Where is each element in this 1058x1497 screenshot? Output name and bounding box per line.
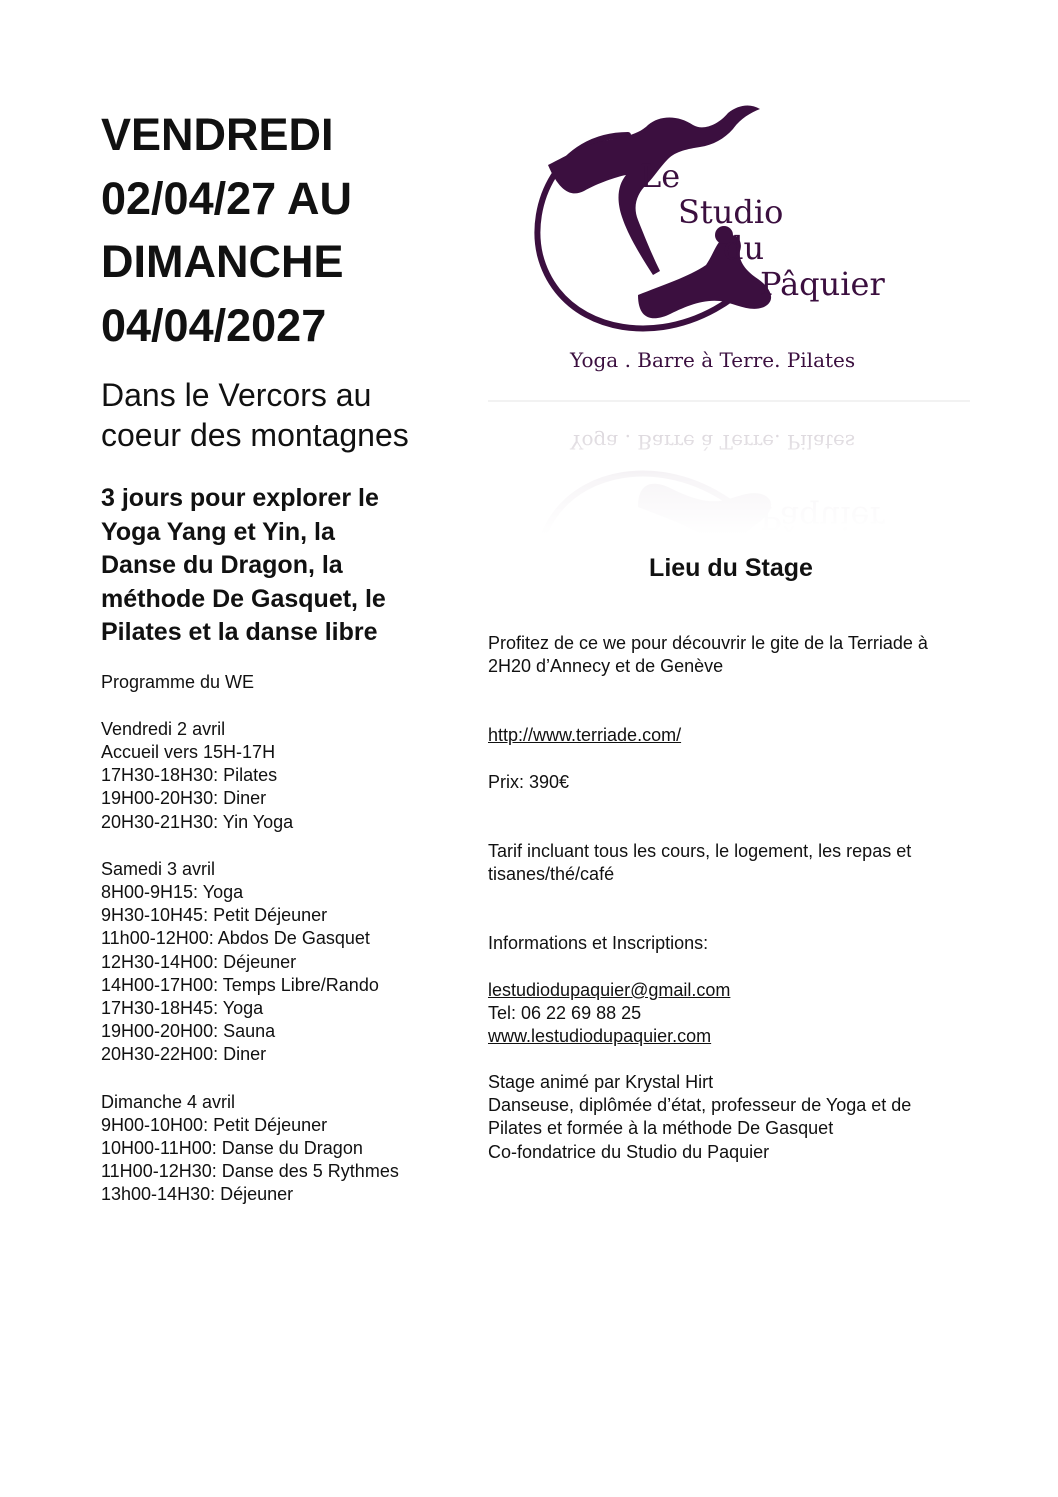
venue-heading: Lieu du Stage: [649, 554, 813, 582]
price: Prix: 390€: [488, 772, 570, 792]
tagline-line: méthode De Gasquet, le: [101, 584, 386, 613]
contact-heading: Informations et Inscriptions:: [488, 933, 709, 953]
day-name: Samedi 3 avril: [101, 858, 216, 879]
bio-line: Co-fondatrice du Studio du Paquier: [488, 1141, 770, 1162]
contact-email-link[interactable]: lestudiodupaquier@gmail.com: [488, 980, 731, 1000]
program-day-saturday: [101, 858, 481, 1067]
event-tagline: [101, 482, 481, 650]
studio-logo-graphic: [488, 95, 988, 535]
venue-intro: [488, 632, 988, 678]
logo-text-le: Le: [640, 157, 681, 195]
event-dates-title: [101, 103, 481, 357]
schedule-item: 14H00-17H00: Temps Libre/Rando: [101, 974, 379, 995]
schedule-item: 17H30-18H45: Yoga: [101, 997, 264, 1018]
tariff-line: Tarif incluant tous les cours, le logement, les repas et: [488, 841, 912, 861]
contact-details: [488, 979, 988, 1049]
bio-line: Pilates et formée à la méthode De Gasquet: [488, 1118, 834, 1139]
schedule-item: 19H00-20H00: Sauna: [101, 1021, 276, 1042]
venue-intro-line: Profitez de ce we pour découvrir le gite de la Terriade à: [488, 633, 928, 653]
location-subtitle: [101, 375, 481, 455]
schedule-item: 10H00-11H00: Danse du Dragon: [101, 1137, 363, 1158]
bio-line: Stage animé par Krystal Hirt: [488, 1072, 714, 1092]
schedule-item: 20H30-22H00: Diner: [101, 1044, 267, 1065]
schedule-item: 9H30-10H45: Petit Déjeuner: [101, 905, 328, 926]
tariff-line: tisanes/thé/café: [488, 864, 615, 885]
tagline-line: Yoga Yang et Yin, la: [101, 517, 335, 546]
title-line: VENDREDI: [101, 109, 334, 160]
schedule-item: 8H00-9H15: Yoga: [101, 881, 244, 902]
logo-text-studio: Studio: [678, 193, 784, 231]
instructor-bio: [488, 1071, 988, 1164]
title-line: 02/04/27 AU: [101, 172, 352, 224]
schedule-item: 13h00-14H30: Déjeuner: [101, 1184, 294, 1205]
left-column: [101, 103, 481, 1207]
logo-mark: [537, 106, 885, 372]
program-heading: Programme du WE: [101, 671, 255, 692]
logo-text-du: du: [723, 229, 765, 267]
logo-text-paquier: Pâquier: [760, 265, 885, 303]
venue-intro-line: 2H20 d’Annecy et de Genève: [488, 656, 724, 677]
schedule-item: 12H30-14H00: Déjeuner: [101, 951, 297, 972]
studio-website-link[interactable]: www.lestudiodupaquier.com: [488, 1026, 712, 1047]
title-line: DIMANCHE: [101, 236, 344, 287]
schedule-item: 11h00-12H00: Abdos De Gasquet: [101, 928, 370, 949]
logo-tagline: Yoga . Barre à Terre. Pilates: [570, 348, 856, 372]
program-day-sunday: [101, 1091, 481, 1207]
day-name: Dimanche 4 avril: [101, 1091, 236, 1112]
subtitle-line: Dans le Vercors au: [101, 377, 372, 413]
venue-website-link[interactable]: http://www.terriade.com/: [488, 725, 682, 745]
schedule-item: Accueil vers 15H-17H: [101, 741, 276, 762]
schedule-item: 20H30-21H30: Yin Yoga: [101, 811, 294, 832]
title-line: 04/04/2027: [101, 299, 327, 351]
tariff-details: [488, 840, 988, 886]
tagline-line: Danse du Dragon, la: [101, 551, 343, 579]
tagline-line: 3 jours pour explorer le: [101, 484, 379, 512]
venue-link-paragraph: [488, 724, 988, 747]
bio-line: Danseuse, diplômée d’état, professeur de Yoga et de: [488, 1095, 912, 1116]
program-day-friday: [101, 718, 481, 834]
tagline-line: Pilates et la danse libre: [101, 618, 378, 646]
schedule-item: 19H00-20H30: Diner: [101, 788, 267, 809]
schedule-item: 11H00-12H30: Danse des 5 Rythmes: [101, 1161, 399, 1182]
subtitle-line: coeur des montagnes: [101, 417, 409, 453]
contact-phone: Tel: 06 22 69 88 25: [488, 1003, 642, 1024]
studio-logo: [488, 95, 988, 535]
day-name: Vendredi 2 avril: [101, 718, 226, 739]
reflection-fade: [488, 405, 988, 535]
schedule-item: 17H30-18H30: Pilates: [101, 765, 278, 786]
schedule-item: 9H00-10H00: Petit Déjeuner: [101, 1114, 328, 1135]
